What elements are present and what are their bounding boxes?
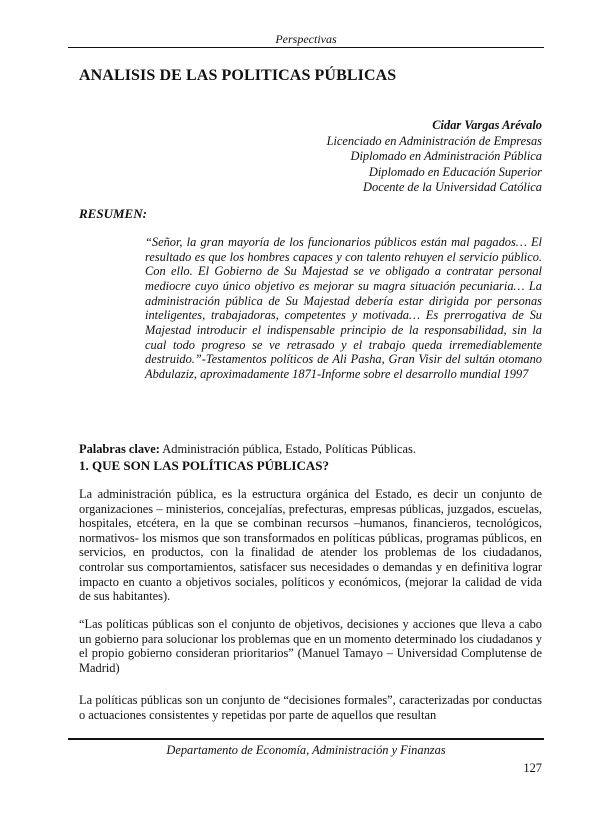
body-paragraph: La políticas públicas son un conjunto de “decisiones formales”, caracterizadas por conductas o actuaciones consistentes y repetidas por parte de aquellos que resultan [79,693,542,722]
author-credential: Diplomado en Educación Superior [368,164,542,179]
running-head: Perspectivas [275,32,337,46]
body-paragraph: “Las políticas públicas son el conjunto de objetivos, decisiones y acciones que lleva a cabo un gobierno para solucionar los problemas que en un momento determinado los ciudadanos y el propio gobierno consideran prioritarios” (Manuel Tamayo – Universidad Complutense de Madrid) [79,617,542,675]
keywords [79,442,544,457]
abstract-quote: “Señor, la gran mayoría de los funcionarios públicos están mal pagados… El resultado es que los hombres capaces y con talento rehuyen el servicio público. Con ello. El Gobierno de Su Majestad se ve obligado a contratar personal mediocre cuyo único objetivo es mejorar su magra situación pecuniaria… La administración pública de Su Majestad debería estar dirigida por personas inteligentes, trabajadoras, competentes y motivada… Es prerrogativa de Su Majestad introducir el indispensable principio de la responsabilidad, sin la cual todo progreso se ve retrasado y el trabajo queda irremediablemente destruido.”-Testamentos políticos de Ali Pasha, Gran Visir del sultán otomano Abdulaziz, aproximadamente 1871-Informe sobre el desarrollo mundial 1997 [145,235,542,381]
body-paragraph: La administración pública, es la estructura orgánica del Estado, es decir un conjunto de organizaciones – ministerios, concejalías, prefecturas, empresas públicas, juzgados, escuelas, hospitales, etcétera, en la que se combinan recursos –humanos, financieros, tecnológicos, normativos- los mismos que son transformados en políticas públicas, programas públicos, en servicios, en productos, con la finalidad de atender los problemas de los ciudadanos, controlar sus comportamientos, satisfacer sus necesidades o demandas y en definitiva lograr impacto en cuanto a objetivos sociales, políticos y económicos, (mejorar la calidad de vida de sus habitantes). [79,487,542,604]
keywords-label: Palabras clave: [79,442,160,456]
article-title: ANALISIS DE LAS POLITICAS PÚBLICAS [79,67,397,84]
page-number: 127 [523,761,542,775]
author-credential: Licenciado en Administración de Empresas [326,133,542,148]
abstract-label: RESUMEN: [79,206,147,221]
footer-department: Departamento de Economía, Administración y Finanzas [166,743,446,757]
section-heading: 1. QUE SON LAS POLÍTICAS PÚBLICAS? [79,458,329,473]
author-name: Cidar Vargas Arévalo [432,118,542,132]
footer-rule [68,738,544,740]
author-credential: Diplomado en Administración Pública [350,149,542,164]
author-block [327,118,542,196]
author-credential: Docente de la Universidad Católica [363,180,542,195]
header-rule [68,47,544,48]
keywords-text: Administración pública, Estado, Políticas Públicas. [162,442,416,456]
